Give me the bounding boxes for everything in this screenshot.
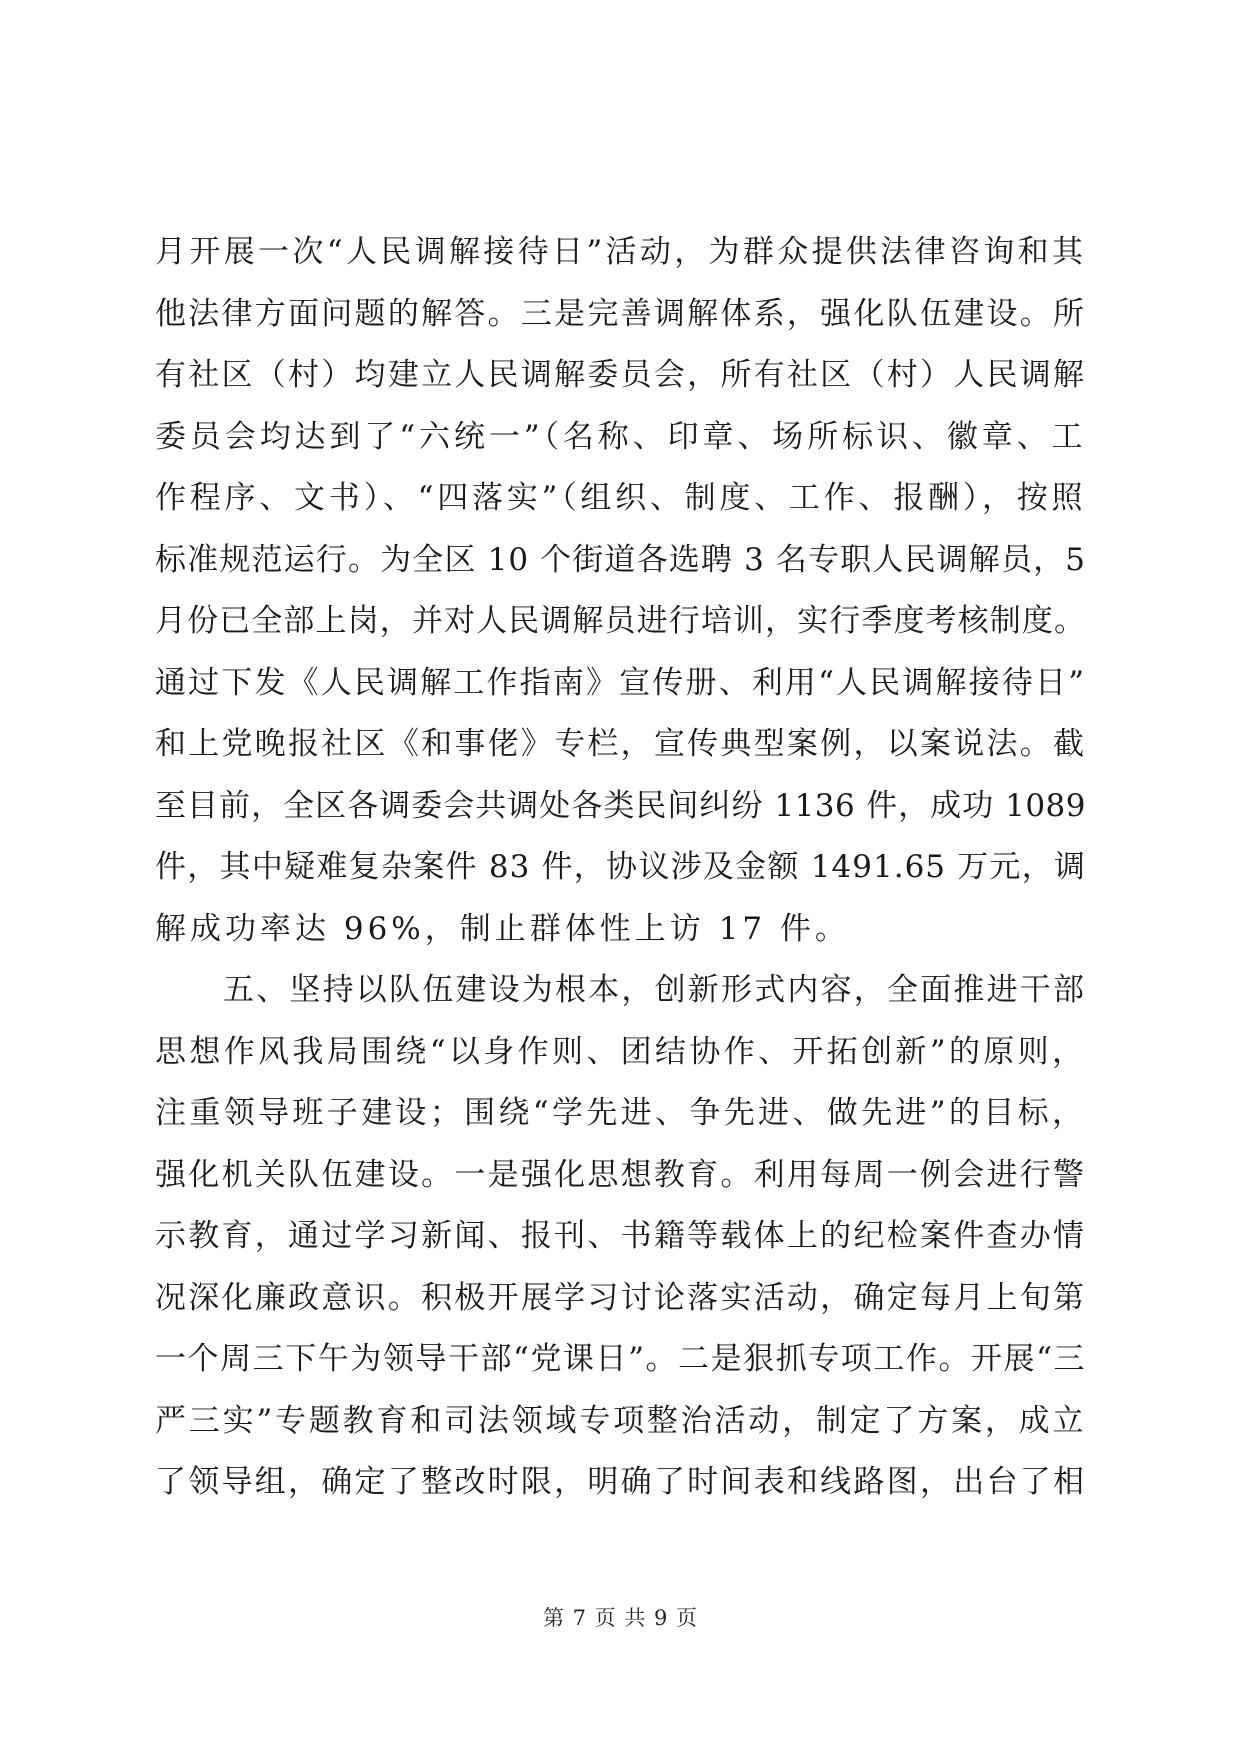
text-line: 严三实”专题教育和司法领域专项整治活动，制定了方案，成立 — [155, 1402, 1086, 1439]
text-line: 月开展一次“人民调解接待日”活动，为群众提供法律咨询和其 — [155, 234, 1086, 270]
text-line: 了领导组，确定了整改时限，明确了时间表和线路图，出台了相 — [155, 1464, 1086, 1500]
text-line: 通过下发《人民调解工作指南》宣传册、利用“人民调解接待日” — [155, 664, 1086, 701]
text-line: 件，其中疑难复杂案件 83 件，协议涉及金额 1491.65 万元，调 — [155, 849, 1086, 885]
text-line: 作程序、文书）、“四落实”（组织、制度、工作、报酬），按照 — [155, 480, 1086, 516]
page-number-footer: 第 7 页 共 9 页 — [542, 1606, 699, 1630]
text-line: 至目前，全区各调委会共调处各类民间纠纷 1136 件，成功 1089 — [155, 787, 1086, 824]
text-line: 和上党晚报社区《和事佬》专栏，宣传典型案例，以案说法。截 — [155, 726, 1086, 762]
text-line: 况深化廉政意识。积极开展学习讨论落实活动，确定每月上旬第 — [155, 1279, 1086, 1316]
text-line: 强化机关队伍建设。一是强化思想教育。利用每周一例会进行警 — [155, 1156, 1086, 1193]
text-line: 解成功率达 96%，制止群体性上访 17 件。 — [155, 910, 850, 947]
text-line: 他法律方面问题的解答。三是完善调解体系，强化队伍建设。所 — [155, 295, 1086, 332]
text-line: 有社区（村）均建立人民调解委员会，所有社区（村）人民调解 — [155, 357, 1086, 393]
text-line: 标准规范运行。为全区 10 个街道各选聘 3 名专职人民调解员，5 — [155, 541, 1086, 578]
text-line: 思想作风我局围绕“以身作则、团结协作、开拓创新”的原则， — [155, 1033, 1086, 1070]
text-line: 注重领导班子建设；围绕“学先进、争先进、做先进”的目标， — [155, 1095, 1086, 1131]
text-line: 委员会均达到了“六统一”（名称、印章、场所标识、徽章、工 — [155, 418, 1086, 455]
document-body — [155, 222, 1086, 1514]
text-line: 月份已全部上岗，并对人民调解员进行培训，实行季度考核制度。 — [155, 603, 1086, 639]
paragraph-1 — [155, 222, 1086, 960]
section-heading-line: 五、坚持以队伍建设为根本，创新形式内容，全面推进干部 — [223, 972, 1086, 1008]
text-line: 一个周三下午为领导干部“党课日”。二是狠抓专项工作。开展“三 — [155, 1341, 1086, 1377]
paragraph-2 — [155, 960, 1086, 1514]
text-line: 示教育，通过学习新闻、报刊、书籍等载体上的纪检案件查办情 — [155, 1218, 1086, 1254]
